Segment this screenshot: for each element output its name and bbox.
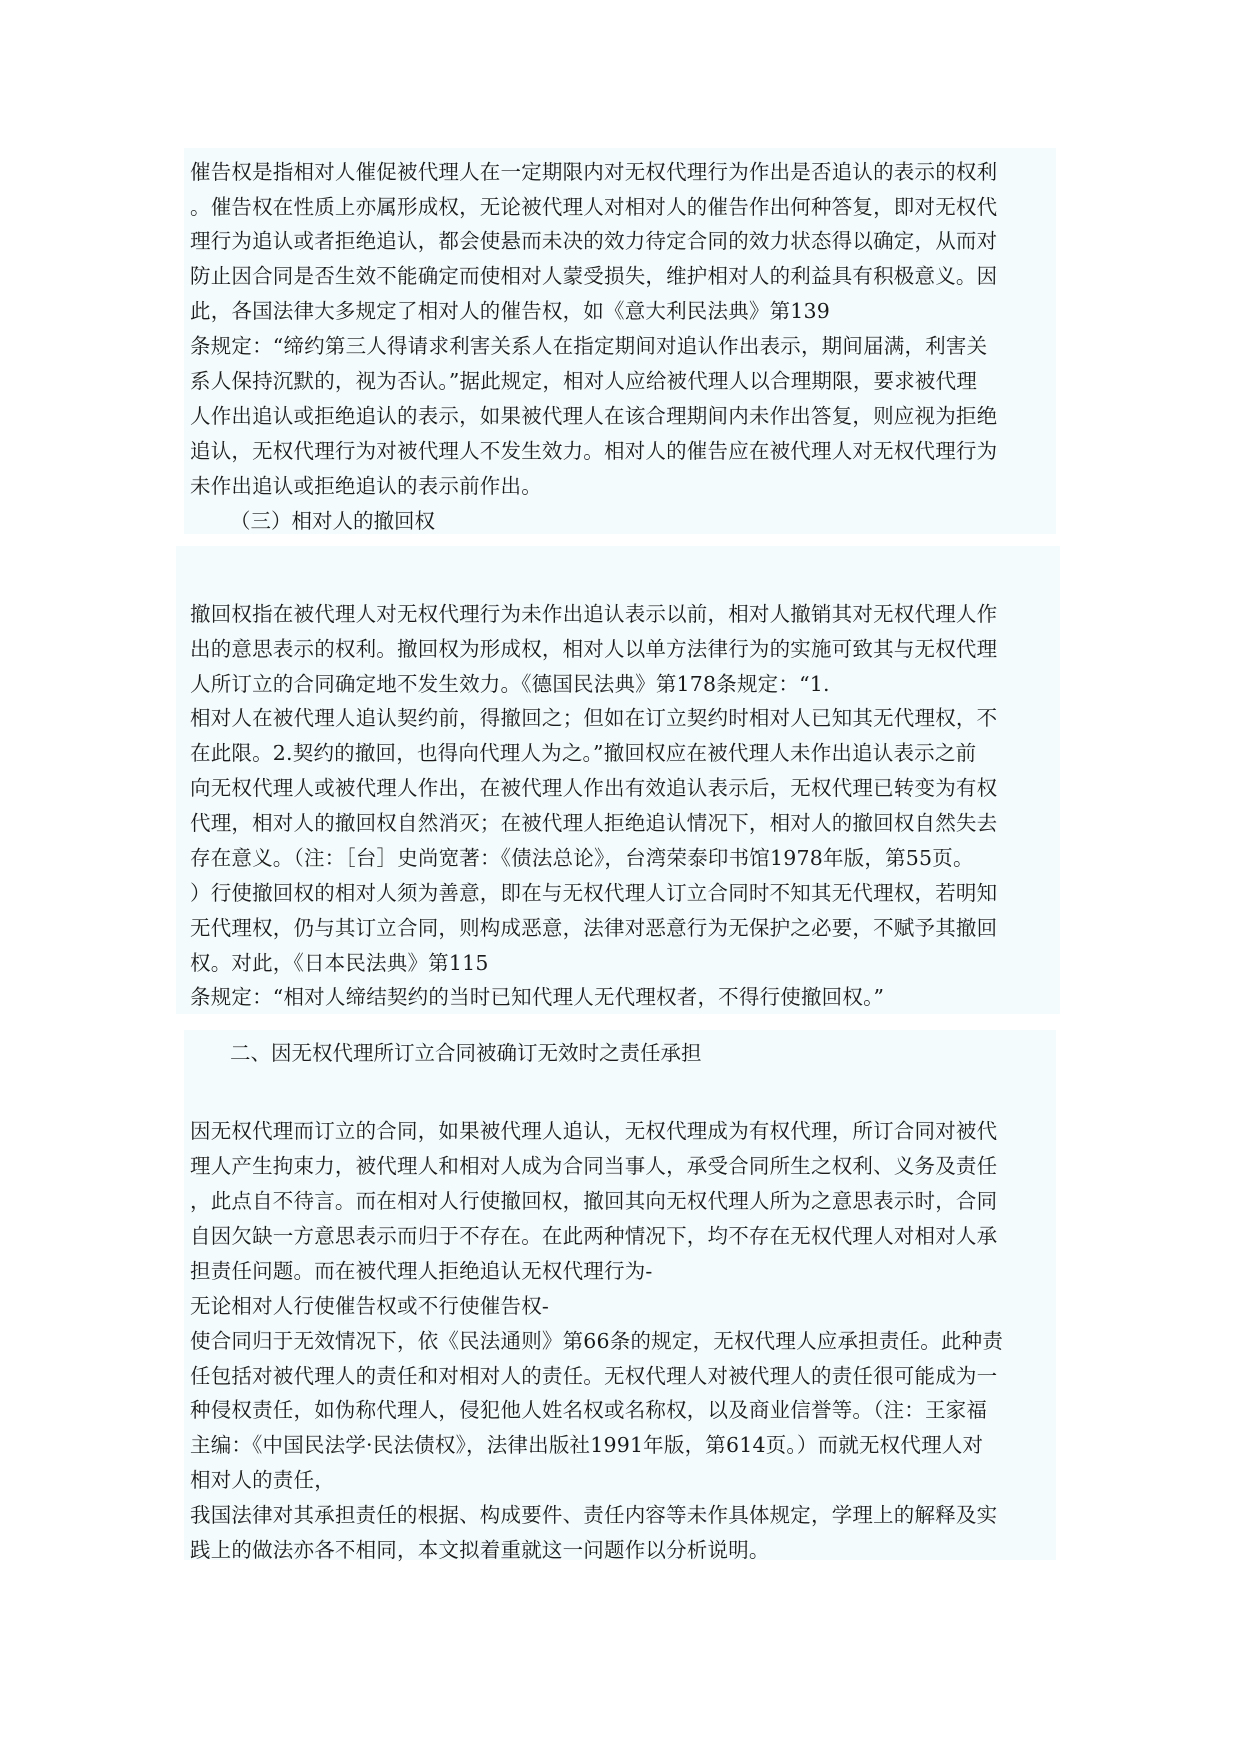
text-line: 代理，相对人的撤回权自然消灭；在被代理人拒绝追认情况下，相对人的撤回权自然失去 xyxy=(190,811,998,835)
text-line: ）行使撤回权的相对人须为善意，即在与无权代理人订立合同时不知其无代理权，若明知 xyxy=(190,881,998,905)
text-line: 权。对此，《日本民法典》第115 xyxy=(190,951,489,975)
text-line: 条规定：“相对人缔结契约的当时已知代理人无代理权者，不得行使撤回权。” xyxy=(190,985,885,1009)
text-line: 我国法律对其承担责任的根据、构成要件、责任内容等未作具体规定，学理上的解释及实 xyxy=(190,1503,998,1527)
text-line: 未作出追认或拒绝追认的表示前作出。 xyxy=(190,474,542,498)
text-line: 无论相对人行使催告权或不行使催告权- xyxy=(190,1294,550,1318)
text-line: 存在意义。（注：［台］史尚宽著：《债法总论》，台湾荣泰印书馆1978年版，第55页。 xyxy=(190,846,974,870)
text-line: 追认，无权代理行为对被代理人不发生效力。相对人的催告应在被代理人对无权代理行为 xyxy=(190,439,998,463)
text-line: 。催告权在性质上亦属形成权，无论被代理人对相对人的催告作出何种答复，即对无权代 xyxy=(190,195,998,219)
text-line: 在此限。2.契约的撤回，也得向代理人为之。”撤回权应在被代理人未作出追认表示之前 xyxy=(190,741,977,765)
text-line: 人所订立的合同确定地不发生效力。《德国民法典》第178条规定：“1. xyxy=(190,672,830,696)
text-line: 理行为追认或者拒绝追认，都会使悬而未决的效力待定合同的效力状态得以确定，从而对 xyxy=(190,229,998,253)
text-line: 相对人的责任， xyxy=(190,1468,335,1492)
text-line: 条规定：“缔约第三人得请求利害关系人在指定期间对追认作出表示，期间届满，利害关 xyxy=(190,334,988,358)
text-line: 向无权代理人或被代理人作出，在被代理人作出有效追认表示后，无权代理已转变为有权 xyxy=(190,776,998,800)
text-line: 因无权代理而订立的合同，如果被代理人追认，无权代理成为有权代理，所订合同对被代 xyxy=(190,1119,998,1143)
text-line: 主编：《中国民法学·民法债权》，法律出版社1991年版，第614页。）而就无权代理人对 xyxy=(190,1433,984,1457)
text-line: 自因欠缺一方意思表示而归于不存在。在此两种情况下，均不存在无权代理人对相对人承 xyxy=(190,1224,998,1248)
text-line: 无代理权，仍与其订立合同，则构成恶意，法律对恶意行为无保护之必要，不赋予其撤回 xyxy=(190,916,998,940)
section-heading: 二、因无权代理所订立合同被确订无效时之责任承担 xyxy=(230,1041,702,1065)
text-line: 防止因合同是否生效不能确定而使相对人蒙受损失，维护相对人的利益具有积极意义。因 xyxy=(190,264,998,288)
text-line: 人作出追认或拒绝追认的表示，如果被代理人在该合理期间内未作出答复，则应视为拒绝 xyxy=(190,404,998,428)
text-line: 催告权是指相对人催促被代理人在一定期限内对无权代理行为作出是否追认的表示的权利 xyxy=(190,160,998,184)
text-line: 系人保持沉默的，视为否认。”据此规定，相对人应给被代理人以合理期限，要求被代理 xyxy=(190,369,978,393)
section-heading: （三）相对人的撤回权 xyxy=(230,509,435,533)
text-line: 践上的做法亦各不相同，本文拟着重就这一问题作以分析说明。 xyxy=(190,1538,770,1562)
text-line: 相对人在被代理人追认契约前，得撤回之；但如在订立契约时相对人已知其无代理权，不 xyxy=(190,706,998,730)
text-line: 种侵权责任，如伪称代理人，侵犯他人姓名权或名称权，以及商业信誉等。（注：王家福 xyxy=(190,1398,988,1422)
text-line: ，此点自不待言。而在相对人行使撤回权，撤回其向无权代理人所为之意思表示时，合同 xyxy=(190,1189,998,1213)
text-line: 担责任问题。而在被代理人拒绝追认无权代理行为- xyxy=(190,1259,653,1283)
text-line: 出的意思表示的权利。撤回权为形成权，相对人以单方法律行为的实施可致其与无权代理 xyxy=(190,637,998,661)
text-line: 此，各国法律大多规定了相对人的催告权，如《意大利民法典》第139 xyxy=(190,299,831,323)
text-line: 任包括对被代理人的责任和对相对人的责任。无权代理人对被代理人的责任很可能成为一 xyxy=(190,1364,998,1388)
text-line: 撤回权指在被代理人对无权代理行为未作出追认表示以前，相对人撤销其对无权代理人作 xyxy=(190,602,998,626)
text-line: 理人产生拘束力，被代理人和相对人成为合同当事人，承受合同所生之权利、义务及责任 xyxy=(190,1154,998,1178)
text-line: 使合同归于无效情况下，依《民法通则》第66条的规定，无权代理人应承担责任。此种责 xyxy=(190,1329,1004,1353)
